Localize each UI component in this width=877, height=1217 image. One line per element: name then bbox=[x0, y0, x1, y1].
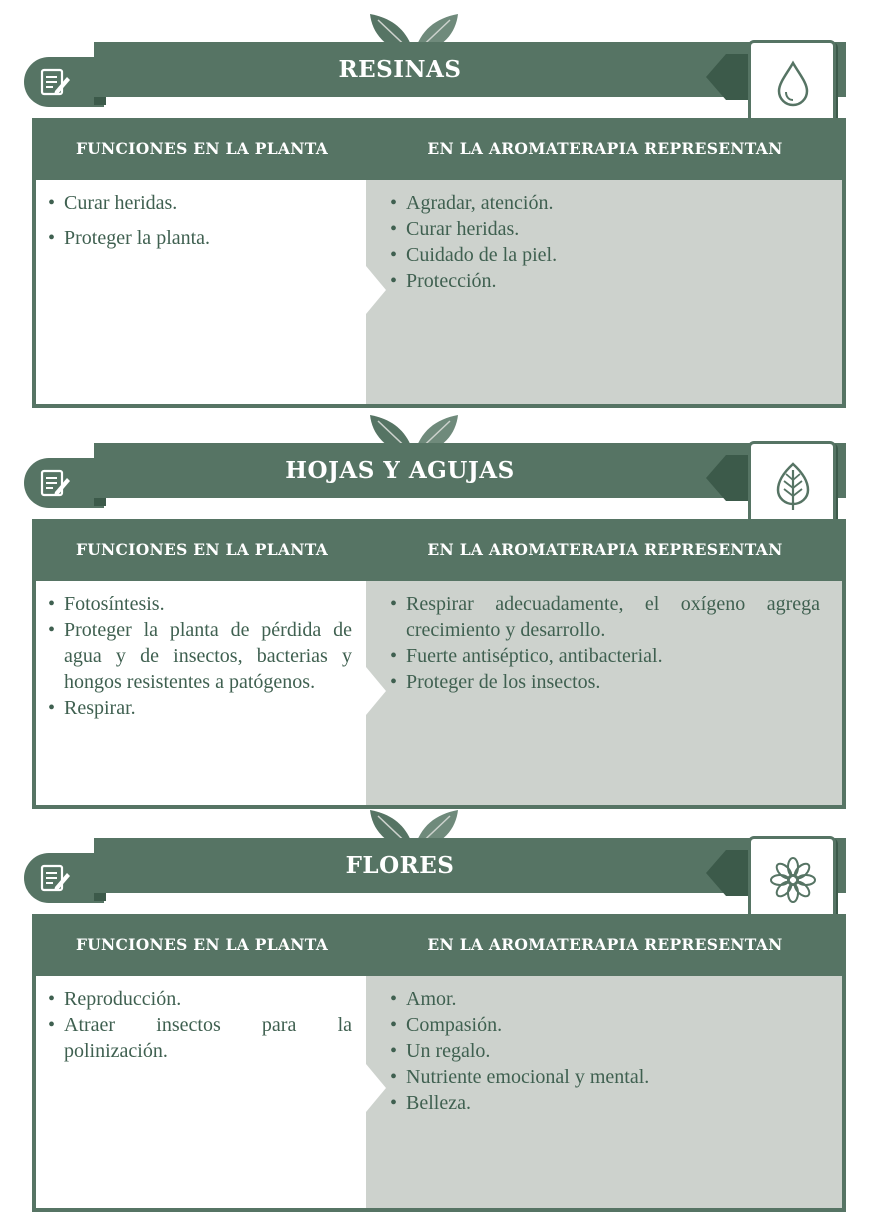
functions-table bbox=[32, 519, 846, 809]
banner-notch bbox=[706, 54, 750, 100]
flower-icon bbox=[766, 853, 820, 907]
leaf-icon bbox=[766, 458, 820, 512]
list-item: • Curar heridas. bbox=[388, 216, 820, 242]
section-icon-box bbox=[748, 441, 836, 529]
header-funciones: FUNCIONES EN LA PLANTA bbox=[75, 540, 329, 559]
notepad-pen-icon bbox=[39, 863, 73, 893]
aromatherapy-column bbox=[366, 581, 842, 805]
header-funciones: FUNCIONES EN LA PLANTA bbox=[75, 139, 329, 158]
functions-table bbox=[32, 914, 846, 1212]
list-item: • Cuidado de la piel. bbox=[388, 242, 820, 268]
aromatherapy-column bbox=[366, 976, 842, 1208]
list-item: • Fotosíntesis. bbox=[46, 591, 352, 617]
list-item: • Atraer insectos para la polinización. bbox=[46, 1012, 352, 1064]
notes-badge bbox=[24, 458, 104, 508]
section-resinas bbox=[0, 10, 877, 402]
list-item: • Nutriente emocional y mental. bbox=[388, 1064, 820, 1090]
section-hojas-agujas bbox=[0, 411, 877, 803]
banner-notch bbox=[706, 455, 750, 501]
drop-icon bbox=[766, 57, 820, 111]
section-title: FLORES bbox=[345, 852, 455, 879]
header-aromaterapia: EN LA AROMATERAPIA REPRESENTAN bbox=[427, 540, 783, 559]
header-funciones: FUNCIONES EN LA PLANTA bbox=[75, 935, 329, 954]
list-item: • Amor. bbox=[388, 986, 820, 1012]
list-item: • Fuerte antiséptico, antibacterial. bbox=[388, 643, 820, 669]
plant-functions-column bbox=[36, 180, 366, 404]
section-icon-box bbox=[748, 40, 836, 128]
functions-table bbox=[32, 118, 846, 408]
section-flores bbox=[0, 806, 877, 1206]
plant-functions-column bbox=[36, 581, 366, 805]
list-item: • Proteger de los insectos. bbox=[388, 669, 820, 695]
section-title: RESINAS bbox=[338, 56, 462, 83]
list-item: • Respirar. bbox=[46, 695, 352, 721]
list-item: • Un regalo. bbox=[388, 1038, 820, 1064]
plant-functions-column bbox=[36, 976, 366, 1208]
list-item: • Protección. bbox=[388, 268, 820, 294]
notes-badge bbox=[24, 57, 104, 107]
section-title: HOJAS Y AGUJAS bbox=[285, 457, 515, 484]
list-item: • Reproducción. bbox=[46, 986, 352, 1012]
section-icon-box bbox=[748, 836, 836, 924]
notepad-pen-icon bbox=[39, 468, 73, 498]
notepad-pen-icon bbox=[39, 67, 73, 97]
list-item: • Belleza. bbox=[388, 1090, 820, 1116]
list-item: • Proteger la planta. bbox=[46, 225, 352, 251]
header-aromaterapia: EN LA AROMATERAPIA REPRESENTAN bbox=[427, 935, 783, 954]
list-item: • Respirar adecuadamente, el oxígeno agrega crecimiento y desarrollo. bbox=[388, 591, 820, 643]
list-item: • Compasión. bbox=[388, 1012, 820, 1038]
list-item: • Curar heridas. bbox=[46, 190, 352, 216]
banner-notch bbox=[706, 850, 750, 896]
aromatherapy-column bbox=[366, 180, 842, 404]
header-aromaterapia: EN LA AROMATERAPIA REPRESENTAN bbox=[427, 139, 783, 158]
notes-badge bbox=[24, 853, 104, 903]
list-item: • Agradar, atención. bbox=[388, 190, 820, 216]
list-item: • Proteger la planta de pérdida de agua y de insectos, bacterias y hongos resistentes a patógenos. bbox=[46, 617, 352, 695]
